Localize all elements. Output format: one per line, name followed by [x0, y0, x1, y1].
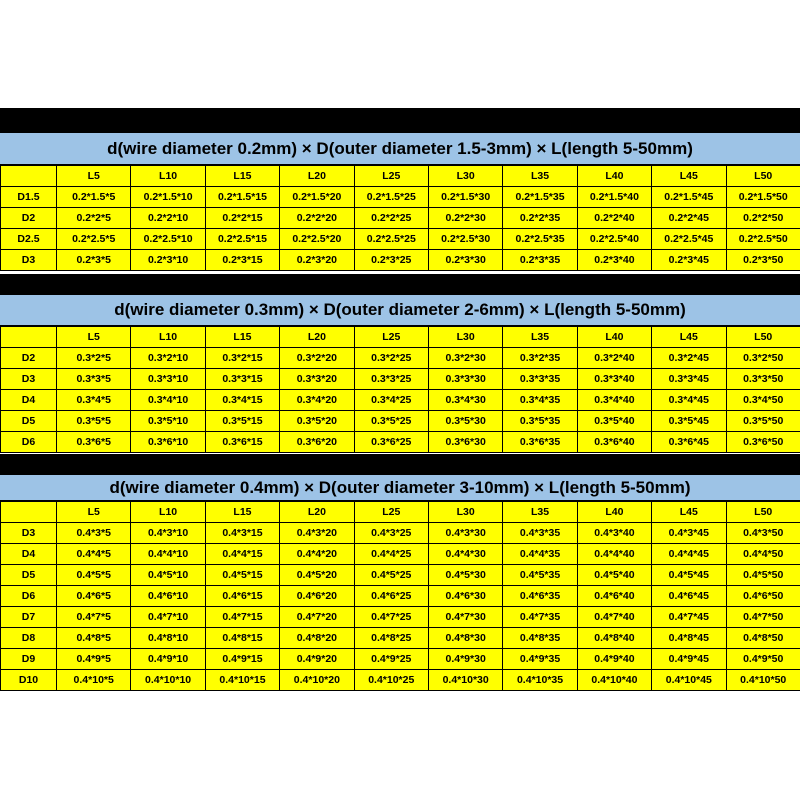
table-cell: 0.2*1.5*25: [354, 187, 428, 208]
table-cell: 0.3*3*20: [280, 369, 354, 390]
column-header: L50: [726, 166, 800, 187]
table-cell: 0.3*5*50: [726, 411, 800, 432]
table-cell: 0.3*5*10: [131, 411, 205, 432]
table-row: [1, 607, 800, 628]
table-cell: 0.4*6*50: [726, 586, 800, 607]
table-cell: 0.4*4*15: [205, 544, 279, 565]
table-cell: 0.4*9*15: [205, 649, 279, 670]
table-cell: 0.4*10*50: [726, 670, 800, 691]
table-row: [1, 523, 800, 544]
table-cell: 0.3*3*10: [131, 369, 205, 390]
table-cell: 0.2*3*25: [354, 250, 428, 271]
table-cell: 0.3*5*25: [354, 411, 428, 432]
table-cell: 0.3*4*15: [205, 390, 279, 411]
table-cell: 0.4*5*5: [57, 565, 131, 586]
table-cell: 0.2*1.5*20: [280, 187, 354, 208]
table-cell: 0.2*2*25: [354, 208, 428, 229]
table-cell: 0.3*2*50: [726, 348, 800, 369]
table-cell: 0.4*7*35: [503, 607, 577, 628]
table-cell: 0.3*5*35: [503, 411, 577, 432]
row-header: D3: [1, 523, 57, 544]
table-cell: 0.4*3*25: [354, 523, 428, 544]
table-row: [1, 390, 800, 411]
table-cell: 0.2*1.5*10: [131, 187, 205, 208]
table-cell: 0.3*4*10: [131, 390, 205, 411]
column-header: L35: [503, 502, 577, 523]
table-row: [1, 628, 800, 649]
table-row: [1, 208, 800, 229]
table-row: [1, 411, 800, 432]
table-cell: 0.4*6*5: [57, 586, 131, 607]
table-cell: 0.2*1.5*45: [652, 187, 726, 208]
row-header: D4: [1, 544, 57, 565]
table-cell: 0.4*6*20: [280, 586, 354, 607]
table-cell: 0.4*7*40: [577, 607, 651, 628]
table-cell: 0.2*2*50: [726, 208, 800, 229]
table-cell: 0.4*3*35: [503, 523, 577, 544]
column-header: L10: [131, 327, 205, 348]
row-header: D3: [1, 369, 57, 390]
table-cell: 0.4*5*45: [652, 565, 726, 586]
row-header: D8: [1, 628, 57, 649]
table-cell: 0.4*10*20: [280, 670, 354, 691]
row-header: D10: [1, 670, 57, 691]
table-cell: 0.2*2.5*20: [280, 229, 354, 250]
table-cell: 0.3*3*5: [57, 369, 131, 390]
table-cell: 0.3*6*50: [726, 432, 800, 453]
table-cell: 0.2*3*20: [280, 250, 354, 271]
column-header: L50: [726, 502, 800, 523]
table-cell: 0.2*3*40: [577, 250, 651, 271]
table-cell: 0.4*5*30: [428, 565, 502, 586]
table-cell: 0.3*4*30: [428, 390, 502, 411]
column-header: L25: [354, 327, 428, 348]
column-header: L45: [652, 327, 726, 348]
table-cell: 0.3*6*15: [205, 432, 279, 453]
table-cell: 0.3*5*5: [57, 411, 131, 432]
table-cell: 0.3*5*15: [205, 411, 279, 432]
table-cell: 0.2*2.5*5: [57, 229, 131, 250]
table-cell: 0.4*9*10: [131, 649, 205, 670]
table-cell: 0.4*5*35: [503, 565, 577, 586]
table-cell: 0.4*3*20: [280, 523, 354, 544]
table-cell: 0.4*4*45: [652, 544, 726, 565]
table-3-title: d(wire diameter 0.4mm) × D(outer diameter 3-10mm) × L(length 5-50mm): [0, 474, 800, 501]
table-cell: 0.3*6*10: [131, 432, 205, 453]
header-row: [1, 327, 800, 348]
row-header: D7: [1, 607, 57, 628]
column-header: L45: [652, 502, 726, 523]
table-cell: 0.2*2*30: [428, 208, 502, 229]
table-cell: 0.3*6*45: [652, 432, 726, 453]
table-cell: 0.4*8*20: [280, 628, 354, 649]
table-cell: 0.4*7*45: [652, 607, 726, 628]
table-cell: 0.4*3*50: [726, 523, 800, 544]
table-cell: 0.3*6*40: [577, 432, 651, 453]
table-cell: 0.4*10*30: [428, 670, 502, 691]
table-cell: 0.4*9*50: [726, 649, 800, 670]
corner-cell: [1, 327, 57, 348]
table-cell: 0.3*3*15: [205, 369, 279, 390]
table-cell: 0.2*2.5*45: [652, 229, 726, 250]
table-cell: 0.3*3*40: [577, 369, 651, 390]
table-cell: 0.2*2*40: [577, 208, 651, 229]
row-header: D6: [1, 586, 57, 607]
table-cell: 0.4*5*15: [205, 565, 279, 586]
table-cell: 0.4*7*25: [354, 607, 428, 628]
table-cell: 0.4*7*50: [726, 607, 800, 628]
column-header: L40: [577, 502, 651, 523]
column-header: L5: [57, 327, 131, 348]
table-row: [1, 565, 800, 586]
table-cell: 0.4*8*35: [503, 628, 577, 649]
table-cell: 0.2*2*10: [131, 208, 205, 229]
table-cell: 0.4*6*10: [131, 586, 205, 607]
table-2-title: d(wire diameter 0.3mm) × D(outer diameter 2-6mm) × L(length 5-50mm): [0, 294, 800, 326]
table-cell: 0.3*6*30: [428, 432, 502, 453]
table-cell: 0.2*3*30: [428, 250, 502, 271]
table-cell: 0.4*7*10: [131, 607, 205, 628]
table-cell: 0.4*4*25: [354, 544, 428, 565]
table-cell: 0.4*4*30: [428, 544, 502, 565]
table-row: [1, 187, 800, 208]
table-cell: 0.2*2.5*30: [428, 229, 502, 250]
table-cell: 0.3*2*5: [57, 348, 131, 369]
column-header: L30: [428, 502, 502, 523]
table-row: [1, 369, 800, 390]
table-cell: 0.4*5*20: [280, 565, 354, 586]
table-cell: 0.4*3*45: [652, 523, 726, 544]
table-cell: 0.2*2*5: [57, 208, 131, 229]
table-cell: 0.4*3*40: [577, 523, 651, 544]
column-header: L35: [503, 327, 577, 348]
table-row: [1, 229, 800, 250]
spring-size-table-1: [0, 165, 800, 271]
table-cell: 0.4*6*45: [652, 586, 726, 607]
table-cell: 0.3*3*50: [726, 369, 800, 390]
table-cell: 0.4*9*5: [57, 649, 131, 670]
table-cell: 0.2*2.5*35: [503, 229, 577, 250]
column-header: L15: [205, 166, 279, 187]
table-cell: 0.4*5*40: [577, 565, 651, 586]
table-cell: 0.3*2*30: [428, 348, 502, 369]
table-cell: 0.4*8*5: [57, 628, 131, 649]
separator-band-2: [0, 274, 800, 294]
table-cell: 0.3*2*15: [205, 348, 279, 369]
table-cell: 0.3*4*5: [57, 390, 131, 411]
table-cell: 0.4*4*10: [131, 544, 205, 565]
table-cell: 0.3*4*20: [280, 390, 354, 411]
table-cell: 0.3*4*40: [577, 390, 651, 411]
table-cell: 0.2*3*50: [726, 250, 800, 271]
table-cell: 0.3*5*30: [428, 411, 502, 432]
column-header: L30: [428, 166, 502, 187]
column-header: L5: [57, 166, 131, 187]
table-cell: 0.3*3*25: [354, 369, 428, 390]
table-cell: 0.4*8*50: [726, 628, 800, 649]
corner-cell: [1, 502, 57, 523]
row-header: D4: [1, 390, 57, 411]
corner-cell: [1, 166, 57, 187]
table-cell: 0.4*3*5: [57, 523, 131, 544]
table-cell: 0.2*2*45: [652, 208, 726, 229]
table-cell: 0.4*7*30: [428, 607, 502, 628]
table-cell: 0.4*8*30: [428, 628, 502, 649]
column-header: L5: [57, 502, 131, 523]
table-cell: 0.2*2.5*10: [131, 229, 205, 250]
table-cell: 0.3*4*50: [726, 390, 800, 411]
column-header: L15: [205, 327, 279, 348]
table-cell: 0.3*2*20: [280, 348, 354, 369]
table-cell: 0.4*4*5: [57, 544, 131, 565]
table-cell: 0.4*10*15: [205, 670, 279, 691]
separator-band-1: [0, 108, 800, 132]
table-cell: 0.4*10*45: [652, 670, 726, 691]
row-header: D5: [1, 411, 57, 432]
table-cell: 0.2*2*20: [280, 208, 354, 229]
table-cell: 0.4*10*25: [354, 670, 428, 691]
row-header: D6: [1, 432, 57, 453]
table-cell: 0.4*5*25: [354, 565, 428, 586]
table-cell: 0.4*10*10: [131, 670, 205, 691]
table-cell: 0.4*4*50: [726, 544, 800, 565]
table-cell: 0.4*4*20: [280, 544, 354, 565]
table-cell: 0.4*10*35: [503, 670, 577, 691]
header-row: [1, 502, 800, 523]
table-cell: 0.3*6*25: [354, 432, 428, 453]
table-cell: 0.4*9*25: [354, 649, 428, 670]
table-cell: 0.2*2.5*50: [726, 229, 800, 250]
table-cell: 0.4*5*10: [131, 565, 205, 586]
table-cell: 0.4*3*10: [131, 523, 205, 544]
table-cell: 0.3*3*35: [503, 369, 577, 390]
table-cell: 0.4*6*25: [354, 586, 428, 607]
table-cell: 0.4*8*10: [131, 628, 205, 649]
column-header: L40: [577, 166, 651, 187]
table-row: [1, 670, 800, 691]
table-cell: 0.2*3*45: [652, 250, 726, 271]
table-cell: 0.4*8*25: [354, 628, 428, 649]
row-header: D1.5: [1, 187, 57, 208]
column-header: L25: [354, 502, 428, 523]
table-cell: 0.4*3*30: [428, 523, 502, 544]
table-cell: 0.2*1.5*35: [503, 187, 577, 208]
table-cell: 0.3*6*20: [280, 432, 354, 453]
table-cell: 0.4*6*40: [577, 586, 651, 607]
table-cell: 0.4*7*15: [205, 607, 279, 628]
table-cell: 0.3*5*20: [280, 411, 354, 432]
table-cell: 0.4*8*40: [577, 628, 651, 649]
separator-band-3: [0, 454, 800, 474]
table-cell: 0.4*7*5: [57, 607, 131, 628]
table-row: [1, 432, 800, 453]
spring-size-table-2: [0, 326, 800, 453]
table-cell: 0.3*6*35: [503, 432, 577, 453]
table-cell: 0.2*3*10: [131, 250, 205, 271]
column-header: L45: [652, 166, 726, 187]
table-cell: 0.4*4*40: [577, 544, 651, 565]
column-header: L20: [280, 166, 354, 187]
table-row: [1, 250, 800, 271]
table-cell: 0.3*2*35: [503, 348, 577, 369]
column-header: L25: [354, 166, 428, 187]
table-cell: 0.2*1.5*5: [57, 187, 131, 208]
table-cell: 0.4*10*40: [577, 670, 651, 691]
table-cell: 0.4*5*50: [726, 565, 800, 586]
table-1-title: d(wire diameter 0.2mm) × D(outer diameter 1.5-3mm) × L(length 5-50mm): [0, 132, 800, 165]
column-header: L40: [577, 327, 651, 348]
table-cell: 0.2*2*35: [503, 208, 577, 229]
table-cell: 0.2*3*15: [205, 250, 279, 271]
table-cell: 0.2*2.5*40: [577, 229, 651, 250]
table-cell: 0.2*2.5*25: [354, 229, 428, 250]
table-cell: 0.3*4*25: [354, 390, 428, 411]
spring-size-table-3: [0, 501, 800, 691]
table-cell: 0.3*5*40: [577, 411, 651, 432]
table-cell: 0.2*1.5*40: [577, 187, 651, 208]
table-cell: 0.2*2*15: [205, 208, 279, 229]
table-cell: 0.3*3*30: [428, 369, 502, 390]
header-row: [1, 166, 800, 187]
table-cell: 0.3*6*5: [57, 432, 131, 453]
row-header: D9: [1, 649, 57, 670]
table-row: [1, 649, 800, 670]
table-cell: 0.4*9*40: [577, 649, 651, 670]
table-cell: 0.2*1.5*30: [428, 187, 502, 208]
column-header: L15: [205, 502, 279, 523]
table-cell: 0.3*2*40: [577, 348, 651, 369]
table-cell: 0.4*9*35: [503, 649, 577, 670]
table-row: [1, 348, 800, 369]
table-cell: 0.3*2*25: [354, 348, 428, 369]
table-cell: 0.3*4*45: [652, 390, 726, 411]
row-header: D2: [1, 348, 57, 369]
column-header: L10: [131, 166, 205, 187]
table-cell: 0.2*3*35: [503, 250, 577, 271]
table-cell: 0.4*3*15: [205, 523, 279, 544]
row-header: D5: [1, 565, 57, 586]
column-header: L10: [131, 502, 205, 523]
table-cell: 0.2*3*5: [57, 250, 131, 271]
table-cell: 0.4*6*30: [428, 586, 502, 607]
row-header: D3: [1, 250, 57, 271]
table-cell: 0.4*9*45: [652, 649, 726, 670]
table-cell: 0.4*7*20: [280, 607, 354, 628]
column-header: L35: [503, 166, 577, 187]
column-header: L30: [428, 327, 502, 348]
table-cell: 0.4*9*30: [428, 649, 502, 670]
table-cell: 0.2*1.5*50: [726, 187, 800, 208]
column-header: L20: [280, 502, 354, 523]
table-cell: 0.4*8*45: [652, 628, 726, 649]
table-row: [1, 544, 800, 565]
table-row: [1, 586, 800, 607]
row-header: D2.5: [1, 229, 57, 250]
table-cell: 0.3*3*45: [652, 369, 726, 390]
column-header: L50: [726, 327, 800, 348]
table-cell: 0.4*8*15: [205, 628, 279, 649]
table-cell: 0.2*2.5*15: [205, 229, 279, 250]
table-cell: 0.3*5*45: [652, 411, 726, 432]
table-cell: 0.4*10*5: [57, 670, 131, 691]
table-cell: 0.4*9*20: [280, 649, 354, 670]
table-cell: 0.2*1.5*15: [205, 187, 279, 208]
table-cell: 0.4*6*15: [205, 586, 279, 607]
table-cell: 0.3*2*10: [131, 348, 205, 369]
row-header: D2: [1, 208, 57, 229]
table-cell: 0.3*4*35: [503, 390, 577, 411]
table-cell: 0.4*4*35: [503, 544, 577, 565]
table-cell: 0.4*6*35: [503, 586, 577, 607]
column-header: L20: [280, 327, 354, 348]
table-cell: 0.3*2*45: [652, 348, 726, 369]
